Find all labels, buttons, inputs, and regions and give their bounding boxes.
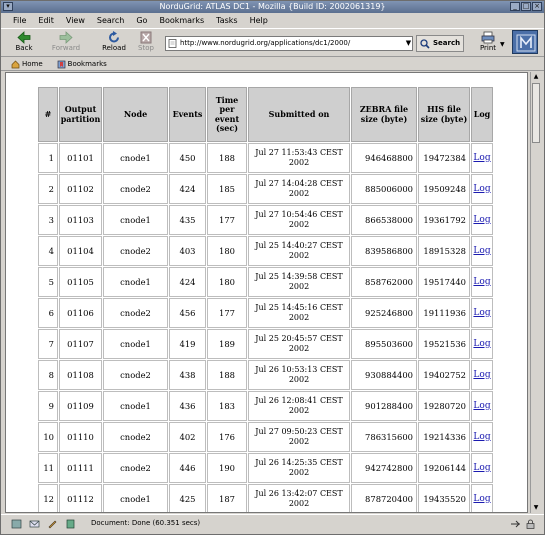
security-lock-icon[interactable] xyxy=(525,519,536,529)
table-row xyxy=(38,360,493,390)
home-button[interactable] xyxy=(11,60,43,69)
table-row xyxy=(38,422,493,452)
cell-submitted: Jul 27 14:04:28 CEST 2002 xyxy=(248,174,350,204)
cell-time: 185 xyxy=(207,174,247,204)
cell-partition: 01105 xyxy=(59,267,102,297)
cell-his: 19214336 xyxy=(418,422,470,452)
menu-bar xyxy=(1,13,544,27)
search-icon xyxy=(420,39,430,49)
throbber-logo[interactable] xyxy=(512,30,538,54)
address-book-icon[interactable] xyxy=(65,519,76,529)
cell-submitted: Jul 26 14:25:35 CEST 2002 xyxy=(248,453,350,483)
back-arrow-icon xyxy=(17,31,31,44)
mail-icon[interactable] xyxy=(29,519,40,529)
search-label: Search xyxy=(433,39,461,47)
cell-time: 190 xyxy=(207,453,247,483)
forward-label: Forward xyxy=(51,44,81,52)
table-row xyxy=(38,391,493,421)
cell-zebra: 839586800 xyxy=(351,236,417,266)
back-label: Back xyxy=(15,44,33,52)
cell-zebra: 786315600 xyxy=(351,422,417,452)
cell-his: 19361792 xyxy=(418,205,470,235)
maximize-icon[interactable]: □ xyxy=(522,2,530,10)
page-icon xyxy=(168,39,177,48)
stop-button[interactable] xyxy=(129,31,163,55)
cell-submitted: Jul 25 20:45:57 CEST 2002 xyxy=(248,329,350,359)
col-header-events: Events xyxy=(169,87,206,142)
url-text: http://www.nordugrid.org/applications/dc1/2000/ xyxy=(180,39,351,47)
table-body xyxy=(38,143,493,513)
cell-index: 8 xyxy=(38,360,58,390)
cell-events: 424 xyxy=(169,267,206,297)
cell-log[interactable]: Log xyxy=(471,205,493,235)
reload-icon xyxy=(107,31,121,44)
stop-label: Stop xyxy=(138,44,154,52)
table-row xyxy=(38,143,493,173)
cell-log[interactable]: Log xyxy=(471,236,493,266)
cell-his: 19472384 xyxy=(418,143,470,173)
cell-time: 177 xyxy=(207,298,247,328)
url-field[interactable] xyxy=(165,36,413,51)
url-dropdown-icon[interactable]: ▼ xyxy=(405,39,412,47)
table-row xyxy=(38,267,493,297)
cell-events: 436 xyxy=(169,391,206,421)
cell-index: 11 xyxy=(38,453,58,483)
cell-events: 424 xyxy=(169,174,206,204)
vertical-scrollbar[interactable] xyxy=(530,72,541,513)
composer-icon[interactable] xyxy=(47,519,58,529)
status-bar xyxy=(1,514,544,534)
back-button[interactable] xyxy=(7,31,41,55)
cell-log[interactable]: Log xyxy=(471,391,493,421)
cell-events: 450 xyxy=(169,143,206,173)
cell-index: 2 xyxy=(38,174,58,204)
mozilla-logo-icon xyxy=(513,31,539,55)
online-status-icon[interactable] xyxy=(510,519,521,529)
menu-file[interactable]: File xyxy=(13,15,27,25)
col-header-partition: Output partition xyxy=(59,87,102,142)
cell-submitted: Jul 27 09:50:23 CEST 2002 xyxy=(248,422,350,452)
stop-icon xyxy=(139,31,153,44)
col-header-index: # xyxy=(38,87,58,142)
cell-events: 446 xyxy=(169,453,206,483)
cell-time: 176 xyxy=(207,422,247,452)
cell-partition: 01109 xyxy=(59,391,102,421)
scroll-down-icon[interactable]: ▼ xyxy=(533,504,539,511)
jobs-table xyxy=(37,86,494,513)
page-content xyxy=(5,72,528,513)
cell-submitted: Jul 25 14:45:16 CEST 2002 xyxy=(248,298,350,328)
cell-his: 19206144 xyxy=(418,453,470,483)
print-label: Print xyxy=(479,44,497,52)
cell-partition: 01106 xyxy=(59,298,102,328)
cell-time: 189 xyxy=(207,329,247,359)
cell-his: 19435520 xyxy=(418,484,470,513)
print-dropdown-icon[interactable]: ▼ xyxy=(500,41,505,48)
cell-partition: 01111 xyxy=(59,453,102,483)
close-icon[interactable]: × xyxy=(532,2,542,11)
table-header-row xyxy=(38,87,493,142)
window-title: NorduGrid: ATLAS DC1 - Mozilla {Build ID: 2002061319} xyxy=(159,2,386,11)
title-bar xyxy=(1,1,544,13)
menu-edit[interactable]: Edit xyxy=(38,15,54,25)
menu-bookmarks[interactable]: Bookmarks xyxy=(159,15,205,25)
cell-node: cnode1 xyxy=(103,143,168,173)
table-row xyxy=(38,236,493,266)
personal-toolbar xyxy=(1,58,544,71)
cell-time: 187 xyxy=(207,484,247,513)
cell-events: 456 xyxy=(169,298,206,328)
cell-events: 425 xyxy=(169,484,206,513)
status-message: Document: Done (60.351 secs) xyxy=(91,519,201,527)
cell-zebra: 885006000 xyxy=(351,174,417,204)
cell-node: cnode1 xyxy=(103,329,168,359)
menu-tasks[interactable]: Tasks xyxy=(216,15,238,25)
cell-time: 188 xyxy=(207,360,247,390)
cell-his: 19111936 xyxy=(418,298,470,328)
cell-partition: 01101 xyxy=(59,143,102,173)
cell-his: 19517440 xyxy=(418,267,470,297)
cell-index: 5 xyxy=(38,267,58,297)
cell-submitted: Jul 26 12:08:41 CEST 2002 xyxy=(248,391,350,421)
cell-submitted: Jul 25 14:39:58 CEST 2002 xyxy=(248,267,350,297)
col-header-submitted: Submitted on xyxy=(248,87,350,142)
col-header-zebra: ZEBRA file size (byte) xyxy=(351,87,417,142)
cell-zebra: 858762000 xyxy=(351,267,417,297)
cell-index: 7 xyxy=(38,329,58,359)
cell-his: 19521536 xyxy=(418,329,470,359)
cell-partition: 01104 xyxy=(59,236,102,266)
cell-index: 9 xyxy=(38,391,58,421)
cell-events: 435 xyxy=(169,205,206,235)
cell-zebra: 878720400 xyxy=(351,484,417,513)
bookmarks-icon xyxy=(57,60,66,69)
cell-zebra: 942742800 xyxy=(351,453,417,483)
cell-his: 19402752 xyxy=(418,360,470,390)
cell-partition: 01103 xyxy=(59,205,102,235)
cell-node: cnode1 xyxy=(103,205,168,235)
table-row xyxy=(38,484,493,513)
cell-time: 183 xyxy=(207,391,247,421)
table-row xyxy=(38,174,493,204)
reload-label: Reload xyxy=(102,44,126,52)
cell-zebra: 930884400 xyxy=(351,360,417,390)
cell-log[interactable]: Log xyxy=(471,267,493,297)
col-header-time: Time per event (sec) xyxy=(207,87,247,142)
cell-time: 180 xyxy=(207,236,247,266)
col-header-his: HIS file size (byte) xyxy=(418,87,470,142)
scroll-up-icon[interactable]: ▲ xyxy=(533,73,539,80)
cell-log[interactable]: Log xyxy=(471,143,493,173)
cell-zebra: 901288400 xyxy=(351,391,417,421)
cell-zebra: 866538000 xyxy=(351,205,417,235)
menu-go[interactable]: Go xyxy=(136,15,148,25)
forward-arrow-icon xyxy=(59,31,73,44)
cell-log[interactable]: Log xyxy=(471,329,493,359)
cell-index: 1 xyxy=(38,143,58,173)
navigator-icon[interactable] xyxy=(11,519,22,529)
menu-help[interactable]: Help xyxy=(249,15,268,25)
cell-node: cnode1 xyxy=(103,391,168,421)
cell-log[interactable]: Log xyxy=(471,453,493,483)
home-icon xyxy=(11,60,20,69)
cell-zebra: 895503600 xyxy=(351,329,417,359)
cell-node: cnode1 xyxy=(103,267,168,297)
reload-button[interactable] xyxy=(97,31,131,55)
cell-index: 3 xyxy=(38,205,58,235)
home-label: Home xyxy=(22,60,43,68)
menu-view[interactable]: View xyxy=(65,15,85,25)
forward-button[interactable] xyxy=(49,31,83,55)
table-row xyxy=(38,329,493,359)
cell-log[interactable]: Log xyxy=(471,298,493,328)
cell-events: 438 xyxy=(169,360,206,390)
cell-log[interactable]: Log xyxy=(471,484,493,513)
cell-zebra: 946468800 xyxy=(351,143,417,173)
col-header-node: Node xyxy=(103,87,168,142)
cell-node: cnode2 xyxy=(103,360,168,390)
bookmarks-label: Bookmarks xyxy=(67,60,107,68)
cell-his: 19509248 xyxy=(418,174,470,204)
cell-time: 177 xyxy=(207,205,247,235)
cell-his: 19280720 xyxy=(418,391,470,421)
table-row xyxy=(38,453,493,483)
cell-log[interactable]: Log xyxy=(471,360,493,390)
cell-index: 12 xyxy=(38,484,58,513)
cell-events: 403 xyxy=(169,236,206,266)
cell-node: cnode2 xyxy=(103,174,168,204)
cell-zebra: 925246800 xyxy=(351,298,417,328)
cell-node: cnode2 xyxy=(103,298,168,328)
scroll-thumb[interactable] xyxy=(532,83,540,143)
cell-partition: 01112 xyxy=(59,484,102,513)
window-menu-icon[interactable]: ▾ xyxy=(3,2,13,11)
bookmarks-button[interactable] xyxy=(57,60,107,69)
table-row xyxy=(38,205,493,235)
cell-his: 18915328 xyxy=(418,236,470,266)
cell-index: 10 xyxy=(38,422,58,452)
cell-submitted: Jul 25 14:40:27 CEST 2002 xyxy=(248,236,350,266)
cell-log[interactable]: Log xyxy=(471,422,493,452)
cell-log[interactable]: Log xyxy=(471,174,493,204)
cell-node: cnode1 xyxy=(103,484,168,513)
cell-submitted: Jul 26 13:42:07 CEST 2002 xyxy=(248,484,350,513)
printer-icon xyxy=(481,31,495,44)
cell-partition: 01102 xyxy=(59,174,102,204)
cell-submitted: Jul 27 10:54:46 CEST 2002 xyxy=(248,205,350,235)
cell-index: 6 xyxy=(38,298,58,328)
minimize-icon[interactable]: _ xyxy=(510,2,520,11)
cell-partition: 01107 xyxy=(59,329,102,359)
cell-partition: 01110 xyxy=(59,422,102,452)
cell-partition: 01108 xyxy=(59,360,102,390)
cell-submitted: Jul 26 10:53:13 CEST 2002 xyxy=(248,360,350,390)
cell-events: 419 xyxy=(169,329,206,359)
navigation-toolbar xyxy=(1,28,544,57)
cell-node: cnode2 xyxy=(103,236,168,266)
table-row xyxy=(38,298,493,328)
cell-time: 188 xyxy=(207,143,247,173)
cell-time: 180 xyxy=(207,267,247,297)
menu-search[interactable]: Search xyxy=(96,15,125,25)
cell-node: cnode2 xyxy=(103,422,168,452)
cell-submitted: Jul 27 11:53:43 CEST 2002 xyxy=(248,143,350,173)
cell-node: cnode2 xyxy=(103,453,168,483)
cell-events: 402 xyxy=(169,422,206,452)
col-header-log: Log xyxy=(471,87,493,142)
cell-index: 4 xyxy=(38,236,58,266)
search-button[interactable] xyxy=(416,35,464,52)
